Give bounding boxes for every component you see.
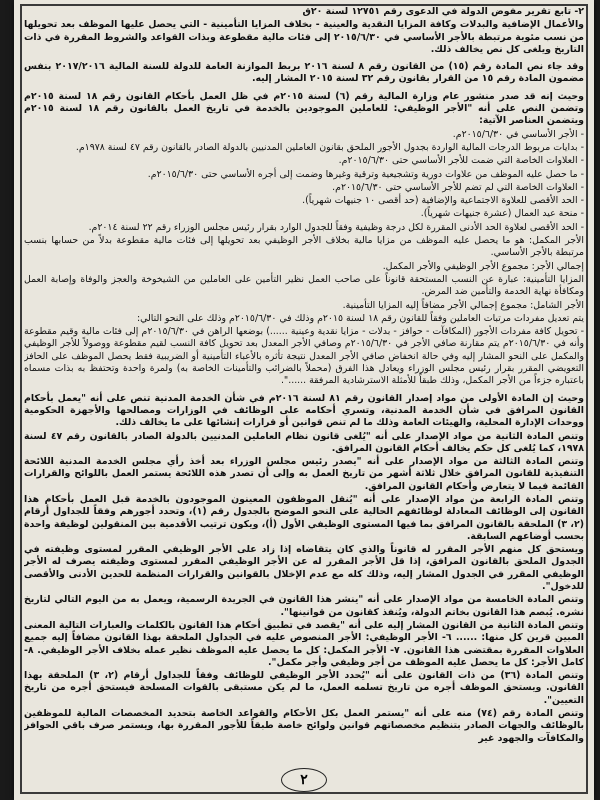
- paragraph: - بدايات مربوط الدرجات المالية الواردة بجدول الأجور الملحق بقانون العاملين المدنيين بالدولة الصادر بالقانون رقم ٤٧ لسنة ١٩٧٨م.: [75, 141, 584, 153]
- paragraph: المزايا التأمينية: عبارة عن النسب المستحقة قانوناً على صاحب العمل نظير التأمين على العاملين من الشيخوخة والعجز والوفاة وإصابة العمل ومكافأة نهاية الخدمة والتأمين ضد المرض.: [24, 273, 584, 298]
- paragraph: - العلاوات الخاصة التي لم تضم للأجر الأساسي حتى ٢٠١٥/٦/٣٠م.: [332, 181, 584, 193]
- paragraph: وتنص المادة الثانية من القانون المشار إليه على أنه "يقصد في تطبيق أحكام هذا القانون بالكلمات والعبارات التالية المعنى المبين قرين كل منها: ...... ٦- الأجر الوظيفي: الأجر المنصوص عليه في الجداول الملحقة بهذا القانون مضافاً إليه جميع العلاوات المقررة بمقتضى هذا القانون. ٧- الأجر المكمل: كل ما يحصل عليه الموظف نظير عمله بخلاف الأجر الوظيفي. ٨- كامل الأجر: كل ما يحصل عليه الموظف من أجر وظيفي وأجر مكمل".: [24, 619, 584, 668]
- paragraph: - الحد الأقصى للعلاوة الاجتماعية والإضافية (حد أقصى ١٠ جنيهات شهرياً).: [302, 195, 584, 207]
- paragraph: وتنص المادة الثالثة من مواد الإصدار على أنه "يصدر رئيس مجلس الوزراء بعد أخذ رأي مجلس الخدمة المدنية اللائحة التنفيذية للقانون المرافق خلال ثلاثة أشهر من تاريخ العمل به وإلى أن تصدر هذه اللائحة يستمر العمل باللوائح والقرارات القائمة فيما لا يتعارض وأحكام القانون المرافق.: [24, 456, 584, 492]
- paragraph: إجمالي الأجر: مجموع الأجر الوظيفي والأجر المكمل.: [382, 260, 584, 272]
- paragraph: يتم تعديل مفردات مرتبات العاملين وفقاً للقانون رقم ١٨ لسنة ٢٠١٥م وذلك في ٢٠١٥/٦/٣٠م وذلك على النحو التالي:: [136, 312, 584, 324]
- paragraph: وتنص المادة رقم (٧٤) منه على أنه "يستمر العمل بكل الأحكام والقواعد الخاصة بتحديد المخصصات المالية للموظفين بالوظائف والجهات الصادر بتنظيم مخصصاتهم قوانين ولوائح خاصة طبقاً للأجور المقررة بها، ويستمر صرف باقي الحوافز والمكافآت والجهود غير: [24, 708, 584, 744]
- paragraph: - تحويل كافة مفردات الأجور (المكافآت - حوافز - بدلات - مزايا نقدية وعينية ......) بوضعها الراهن في ٢٠١٥/٦/٣٠م إلى فئات مالية وقيم مقطوعة وأنه في ٢٠١٥/٦/٣٠م يتم مقارنة صافي الأجر في ٢٠١٥/٦/٣٠م وصافي الأجر المعدل بعد تحويل كافة النسب لقيم مقطوعة ووصولاً للأجر الوظيفي والمكمل على النحو المشار إليه وفي حالة انخفاض صافي الأجر المعدل نتيجة تأثره بالأعباء التأمينية أو الضريبية فقط يحصل الموظف على الحافز التعويضي المقرر بقرار رئيس مجلس الوزراء ويعادل هذا الفرق (محملاً بالضرائب والتأمينات الخاصة به) ولمرة واحدة وتحتفظ به بذات مسماه باعتباره جزءاً من الأجر المكمل، وذلك طبقاً للأمثلة الاسترشادية المرفقة ......".: [24, 326, 584, 387]
- paragraph: ٢- تابع تقرير مفوض الدولة في الدعوى رقم ١٢٧٥١ لسنة ٢٠ق: [302, 6, 584, 17]
- paragraph: وتنص المادة الثانية من مواد الإصدار على أنه "يُلغى قانون نظام العاملين المدنيين بالدولة الصادر بالقانون رقم ٤٧ لسنة ١٩٧٨، كما يُلغى كل حكم يخالف أحكام القانون المرافق.: [24, 430, 584, 454]
- document-body: [24, 6, 584, 766]
- paragraph: - الأجر الأساسي في ٢٠١٥/٦/٣٠م.: [452, 128, 584, 140]
- paragraph: وتنص المادة الخامسة من مواد الإصدار على أنه "ينشر هذا القانون في الجريدة الرسمية، ويعمل به من اليوم التالي لتاريخ نشره. يُبصم هذا القانون بخاتم الدولة، ويُنفذ كقانون من قوانينها".: [24, 594, 584, 618]
- paragraph: ويستحق كل منهم الأجر المقرر له قانوناً والذي كان يتقاضاه إذا زاد على الأجر الوظيفي المقرر لمستوى وظيفته في الجدول الملحق بالقانون المرافق، إذا قل الأجر المقرر له عن الأجر الوظيفي المقرر لمستوى وظيفته يصرف له الأجر الوظيفي المقرر في الجدول المشار إليه، وذلك كله مع عدم الإخلال بالقوانين والقرارات المنظمة للحدين الأدنى والأقصى للدخول".: [24, 544, 584, 593]
- paragraph: - العلاوات الخاصة التي ضمت للأجر الأساسي حتى ٢٠١٥/٦/٣٠م.: [338, 155, 584, 167]
- paragraph: وتنص المادة الرابعة من مواد الإصدار على أنه "يُنقل الموظفون المعينون الموجودون بالخدمة قبل العمل بأحكام هذا القانون إلى الوظائف المعادلة لوظائفهم الحالية على النحو الموضح بالجدول رقم (١)، وتحدد أجورهم وفقاً للجداول أرقام (٢، ٣) الملحقة بالقانون المرافق بما فيها المستوى الوظيفي الأول (أ)، ويكون ترتيب الأقدمية بين المنقولين لوظيفة واحدة بحسب أوضاعهم السابقة.: [24, 493, 584, 542]
- paragraph: - منحة عيد العمال (عشرة جنيهات شهرياً).: [420, 208, 584, 220]
- paragraph: الأجر الشامل: مجموع إجمالي الأجر مضافاً إليه المزايا التأمينية.: [342, 299, 584, 311]
- paragraph: - الحد الأقصى لعلاوة الحد الأدنى المقررة لكل درجة وظيفية وفقاً للجدول الوارد بقرار رئيس مجلس الوزراء رقم ٢٢ لسنة ٢٠١٤م.: [88, 221, 584, 233]
- paragraph: وحيث إنه قد صدر منشور عام وزارة المالية رقم (٦) لسنة ٢٠١٥م في ظل العمل بأحكام القانون رقم ١٨ لسنة ٢٠١٥م وتضمن النص على أنه "الأجر الوظيفي: للعاملين الموجودين بالخدمة في تاريخ العمل بالقانون رقم ١٨ لسنة ٢٠١٥م ويتضمن العناصر الآتية:: [24, 90, 584, 127]
- page-number: ٢: [281, 768, 327, 792]
- paragraph: - ما حصل عليه الموظف من علاوات دورية وتشجيعية وترقية وغيرها وضمت إلى أجره الأساسي حتى ٢٠١٥/٦/٣٠م.: [147, 168, 584, 180]
- paragraph: الأجر المكمل: هو ما يحصل عليه الموظف من مزايا مالية بخلاف الأجر الوظيفي بعد تحويلها إلى فئات مالية مقطوعة بدلاً من حسابها بنسب مرتبطة بالأجر الأساسي.: [24, 235, 584, 259]
- paragraph: وحيث إن المادة الأولى من مواد إصدار القانون رقم ٨١ لسنة ٢٠١٦م في شأن الخدمة المدنية تنص على أنه "يعمل بأحكام القانون المرافق في شأن الخدمة المدنية، وتسري أحكامه على الوظائف في الوزارات ومصالحها والأجهزة الحكومية ووحدات الإدارة المحلية، والهيئات العامة وذلك ما لم تنص قوانين أو قرارات إنشائها على ما يخالف ذلك.: [24, 392, 584, 429]
- paragraph: والأعمال الإضافية والبدلات وكافة المزايا النقدية والعينية - بخلاف المزايا التأمينية - التي يحصل عليها الموظف بعد تحويلها من نسب مئوية مرتبطة بالأجر الأساسي في ٢٠١٥/٦/٣٠ إلى فئات مالية مقطوعة وبذات القواعد والشروط المقررة في ذات التاريخ ويلغى كل نص يخالف ذلك.: [24, 19, 584, 55]
- paragraph: وتنص المادة (٣٦) من ذات القانون على أنه "يُحدد الأجر الوظيفي للوظائف وفقاً للجداول أرقام (٢، ٣) الملحقة بهذا القانون. ويستحق الموظف أجره من تاريخ تسلمه العمل، ما لم يكن مستبقى بالقوات المسلحة فيستحق أجره من تاريخ التعيين".: [24, 670, 584, 706]
- document-page: [14, 0, 594, 800]
- paragraph: وقد جاء نص المادة رقم (١٥) من القانون رقم ٨ لسنة ٢٠١٦ بربط الموازنة العامة للدولة للسنة المالية ٢٠١٧/٢٠١٦ بنفس مضمون المادة رقم ١٥ من القرار بقانون رقم ٣٢ لسنة ٢٠١٥ المشار إليه.: [24, 61, 584, 85]
